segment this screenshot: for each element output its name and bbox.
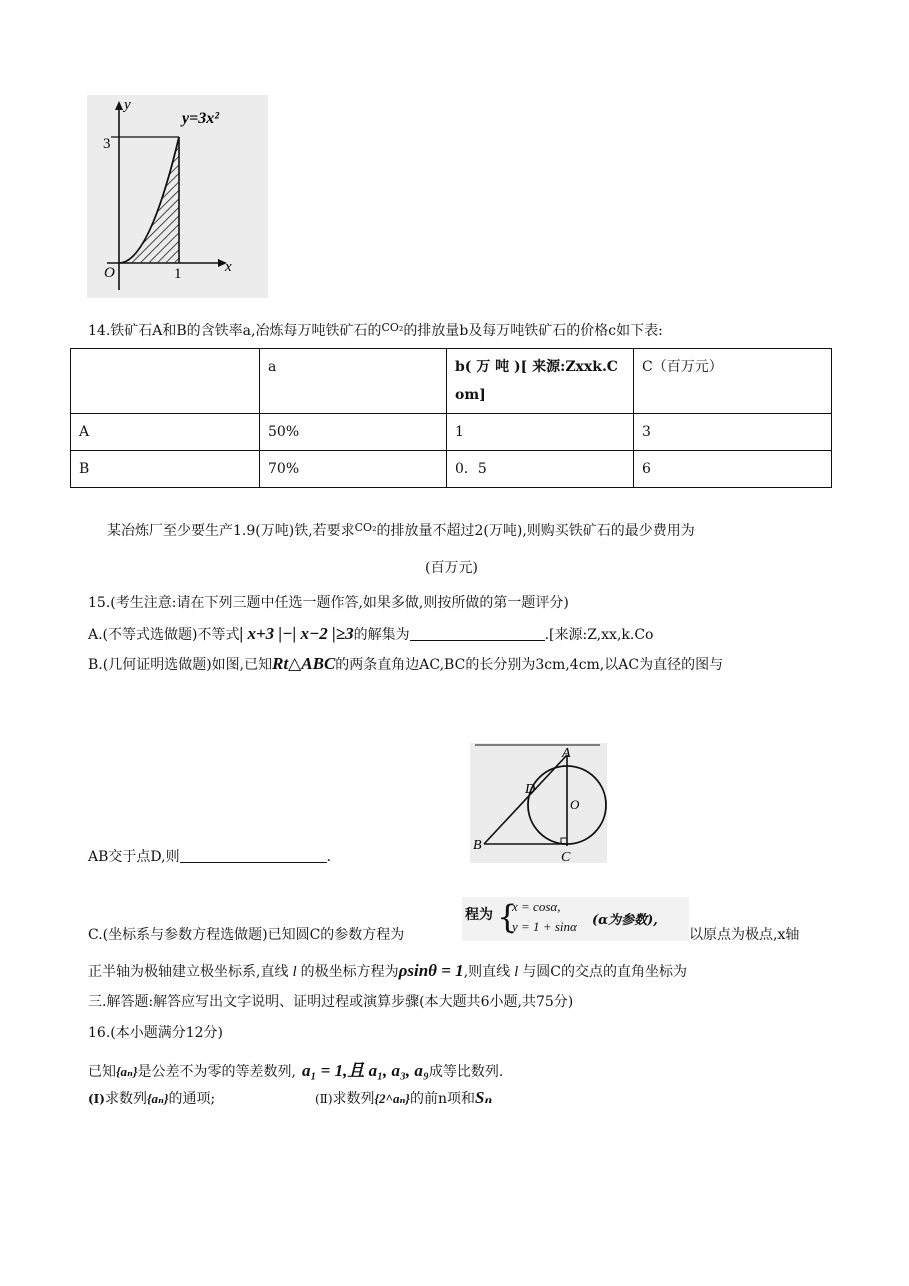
answer-blank[interactable] xyxy=(180,848,327,863)
table-row xyxy=(71,451,832,488)
q15-c-prefix: C.(坐标系与参数方程选做题)已知圆C的参数方程为 xyxy=(88,927,405,943)
q15-b-suffix: 的两条直角边AC,BC的长分别为3cm,4cm,以AC为直径的图与 xyxy=(335,657,724,673)
part1-b: 的通项; xyxy=(168,1091,216,1107)
q15-b-line2 xyxy=(88,846,331,866)
q15-b-prefix: B.(几何证明选做题)如图,已知 xyxy=(88,657,273,673)
table-header-cell: b( 万 吨 )[ 来源:Zxxk.Com] xyxy=(447,349,634,414)
co2-formula: CO₂ xyxy=(381,321,404,334)
line-l-symbol: l xyxy=(514,964,519,980)
point-b-label: B xyxy=(473,838,482,853)
parabola-graph xyxy=(87,95,268,298)
sum-sn: Sₙ xyxy=(474,1088,493,1107)
x-axis-label: x xyxy=(225,259,232,275)
table-header-cell: C（百万元） xyxy=(634,349,832,414)
q16-given-b: 是公差不为零的等差数列, xyxy=(137,1064,296,1080)
sequence-condition: a₁ = 1,且 a₁, a₃, a₉ xyxy=(301,1061,429,1080)
q16-heading: 16.(本小题满分12分) xyxy=(88,1025,224,1041)
table-cell: B xyxy=(71,451,260,488)
q15-a-suffix: 的解集为 xyxy=(353,627,410,643)
table-header-cell: a xyxy=(260,349,447,414)
parabola-figure xyxy=(87,95,268,298)
q15-c-line2 xyxy=(88,961,687,981)
q16-parts xyxy=(88,1088,215,1108)
q15-heading: 15.(考生注意:请在下列三题中任选一题作答,如果多做,则按所做的第一题评分) xyxy=(88,595,569,611)
q14-intro-a: 14.铁矿石A和B的含铁率a,冶炼每万吨铁矿石的 xyxy=(88,323,382,339)
origin-label: O xyxy=(104,265,115,281)
q14-intro-b: 的排放量b及每万吨铁矿石的价格c如下表: xyxy=(403,323,663,339)
q15-a xyxy=(88,624,653,644)
formula-top: x = cosα, xyxy=(512,899,561,914)
point-d-label: D xyxy=(525,782,536,797)
co2-formula: CO₂ xyxy=(354,521,377,534)
inequality-formula: | x+3 |−| x−2 |≥3 xyxy=(239,624,354,643)
point-o-label: O xyxy=(570,797,580,812)
q16-given xyxy=(88,1056,503,1081)
y-axis-label: y xyxy=(124,97,131,113)
polar-equation: ρsinθ = 1 xyxy=(398,961,464,980)
q15-c-line2-d: 与圆C的交点的直角坐标为 xyxy=(522,964,688,980)
q14-question-b: 的排放量不超过2(万吨),则购买铁矿石的最少费用为 xyxy=(376,523,695,539)
brace-icon: { xyxy=(497,898,518,936)
q15-c xyxy=(88,924,404,944)
formula-lead: 程为 xyxy=(465,907,493,923)
part1-label: (Ⅰ) xyxy=(88,1092,105,1106)
parametric-formula xyxy=(462,897,689,941)
q15-b xyxy=(88,654,723,674)
q15-b-end: . xyxy=(326,849,332,865)
table-cell: 1 xyxy=(447,414,634,451)
q14-question xyxy=(107,520,695,540)
q15-a-prefix: A.(不等式选做题)不等式 xyxy=(88,627,240,643)
triangle-formula: Rt△ABC xyxy=(272,654,336,673)
q15-c-line2-b: 的极坐标方程为 xyxy=(300,964,399,980)
q15-c-suffix: 以原点为极点,x轴 xyxy=(689,927,800,943)
table-cell: A xyxy=(71,414,260,451)
table-header-row xyxy=(71,349,832,414)
table-cell: 50% xyxy=(260,414,447,451)
sequence-an: {aₙ} xyxy=(116,1064,138,1079)
q16-part2 xyxy=(315,1088,492,1108)
part1-a: 求数列 xyxy=(104,1091,147,1107)
q14-unit: (百万元) xyxy=(425,560,478,576)
table-row xyxy=(71,414,832,451)
answer-blank[interactable] xyxy=(410,626,545,641)
sequence-an: {aₙ} xyxy=(146,1091,169,1106)
q15-c-line2-c: ,则直线 xyxy=(463,964,511,980)
line-l-symbol: l xyxy=(292,964,297,980)
point-a-label: A xyxy=(562,746,571,761)
point-c-label: C xyxy=(561,850,571,863)
formula-note: (α为参数), xyxy=(592,913,658,928)
q16-given-c: 成等比数列. xyxy=(428,1064,504,1080)
table-cell: 70% xyxy=(260,451,447,488)
part2-b: 的前n项和 xyxy=(409,1091,475,1107)
formula-bottom: y = 1 + sinα xyxy=(512,919,577,934)
tick-1-label: 1 xyxy=(174,266,182,282)
q14-question-a: 某冶炼厂至少要生产1.9(万吨)铁,若要求 xyxy=(107,523,355,539)
q16-given-a: 已知 xyxy=(88,1064,116,1080)
table-cell: 6 xyxy=(634,451,832,488)
part3-heading: 三.解答题:解答应写出文字说明、证明过程或演算步骤(本大题共6小题,共75分) xyxy=(88,994,574,1010)
part2-label: (Ⅱ) xyxy=(315,1092,333,1106)
table-header-cell xyxy=(71,349,260,414)
sequence-2-an: {2^aₙ} xyxy=(374,1091,410,1106)
q15-b-line2-text: AB交于点D,则 xyxy=(88,849,180,865)
circle-geometry xyxy=(470,743,607,863)
iron-ore-table xyxy=(70,348,832,488)
table-cell: 3 xyxy=(634,414,832,451)
q15-c-line2-a: 正半轴为极轴建立极坐标系,直线 xyxy=(88,964,289,980)
table-cell: 0．5 xyxy=(447,451,634,488)
q14-intro xyxy=(88,320,663,340)
curve-label: y=3x² xyxy=(182,110,220,127)
circle-figure xyxy=(470,743,607,863)
q15-a-source: .[来源:Z,xx,k.Co xyxy=(544,627,654,643)
part2-a: 求数列 xyxy=(332,1091,375,1107)
tick-3-label: 3 xyxy=(103,136,111,152)
